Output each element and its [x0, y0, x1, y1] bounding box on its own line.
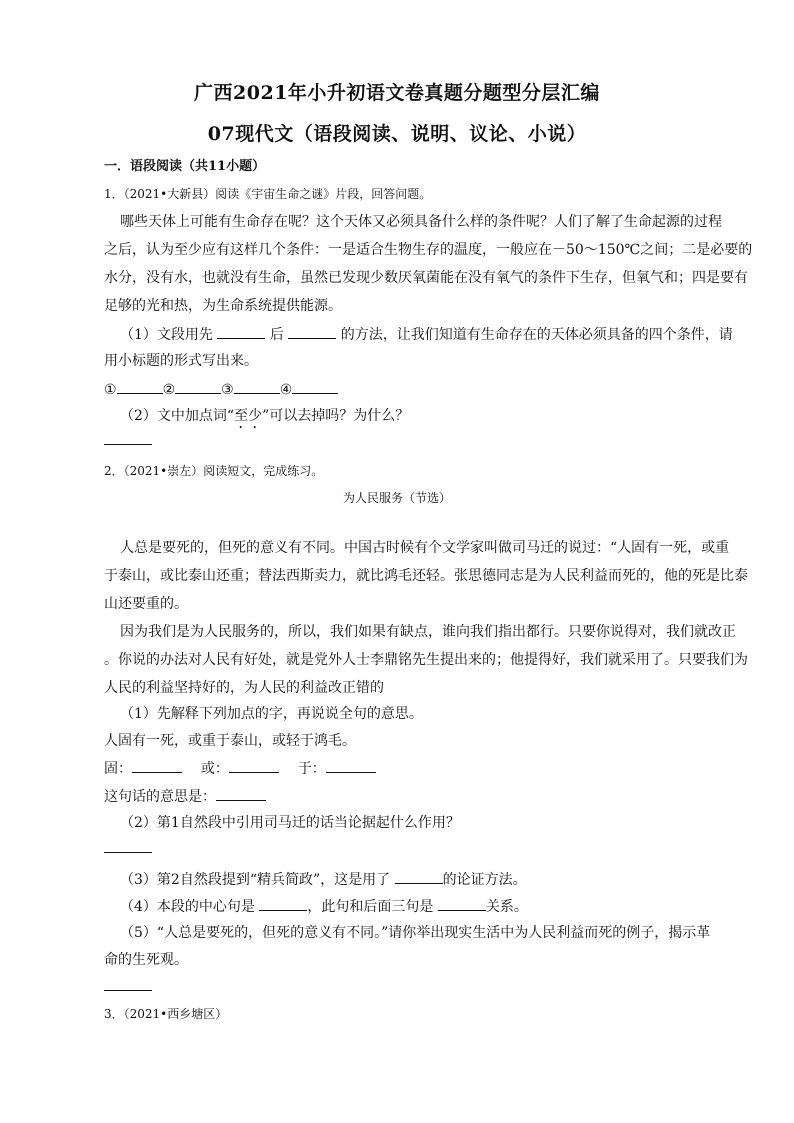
q1-sub2-text: （2）文中加点词“	[120, 408, 235, 424]
q1-paragraph-line: 之后，认为至少应有这样几个条件：一是适合生物生存的温度，一般应在－50～150℃之间；二是必要的	[104, 242, 753, 258]
meaning-label: 这句话的意思是：	[104, 789, 216, 805]
circled-number: ④	[279, 382, 293, 398]
circled-number: ②	[162, 382, 176, 398]
answer-blank[interactable]	[288, 324, 336, 339]
q1-subquestion-1-line2: 用小标题的形式写出来。	[104, 353, 258, 369]
q2-answer-line	[104, 838, 152, 859]
passage-title: 为人民服务（节选）	[342, 491, 451, 505]
q2-paragraph-line: 人民的利益坚持好的，为人民的利益改正错的	[104, 680, 384, 696]
question-3-intro: 3．（2021•西乡塘区）	[104, 1007, 228, 1021]
q2-subquestion-4	[120, 896, 528, 917]
circled-number: ③	[221, 382, 234, 398]
q2-meaning-row	[104, 786, 266, 807]
q1-sub2-text: ”可以去掉吗？为什么？	[262, 408, 410, 424]
q1-paragraph-line: 哪些天体上可能有生命存在呢？这个天体又必须具备什么样的条件呢？人们了解了生命起源的过程	[120, 214, 722, 230]
q2-paragraph-line: 。你说的办法对人民有好处，就是党外人士李鼎铭先生提出来的；他提得好，我们就采用了。只要我们为	[104, 652, 748, 668]
q1-subquestion-1	[120, 324, 733, 345]
answer-blank[interactable]	[229, 758, 279, 773]
q2-subquestion-5-line2: 命的生死观。	[104, 952, 188, 968]
q2-sub3-text: （3）第2自然段提到“精兵简政”，这是用了	[120, 872, 391, 888]
q2-word-blanks	[104, 758, 376, 779]
answer-blank[interactable]	[234, 379, 280, 394]
q2-subquestion-5: （5）“人总是要死的，但死的意义有不同。”请你举出现实生活中为人民利益而死的例子，揭示革	[120, 925, 711, 941]
document-title: 广西2021年小升初语文卷真题分题型分层汇编	[194, 82, 600, 104]
answer-blank[interactable]	[104, 838, 152, 853]
q2-subquestion-2: （2）第1自然段中引用司马迁的话当论据起什么作用？	[120, 815, 460, 831]
q2-subquestion-1: （1）先解释下列加点的字，再说说全句的意思。	[120, 706, 423, 722]
circled-number: ①	[104, 382, 117, 398]
q1-paragraph-line: 水分，没有水，也就没有生命，虽然已发现少数厌氧菌能在没有氧气的条件下生存，但氧气和；四是要有	[104, 270, 748, 286]
answer-blank[interactable]	[104, 976, 152, 991]
q2-quote: 人固有一死，或重于泰山，或轻于鸿毛。	[104, 733, 356, 749]
answer-blank[interactable]	[438, 896, 486, 911]
q2-paragraph-line: 人总是要死的，但死的意义有不同。中国古时候有个文学家叫做司马迁的说过：“人固有一死，或重	[120, 540, 730, 556]
q2-sub4-text: （4）本段的中心句是	[120, 899, 255, 915]
question-1-intro: 1．（2021•大新县）阅读《宇宙生命之谜》片段，回答问题。	[104, 187, 432, 201]
q2-sub4-text: ，此句和后面三句是	[307, 899, 434, 915]
question-2-intro: 2．（2021•崇左）阅读短文，完成练习。	[104, 464, 324, 478]
answer-blank[interactable]	[216, 786, 266, 801]
document-subtitle: 07现代文（语段阅读、说明、议论、小说）	[207, 123, 587, 145]
q2-answer-line	[104, 976, 152, 997]
q2-paragraph-line: 山还要重的。	[104, 596, 188, 612]
q1-sub1-text: 后	[269, 327, 284, 343]
q2-subquestion-3	[120, 869, 527, 890]
q2-sub4-text: 关系。	[485, 899, 528, 915]
word-label: 固：	[104, 761, 132, 777]
answer-blank[interactable]	[395, 869, 443, 884]
section-heading: 一．语段阅读（共11小题）	[104, 159, 266, 174]
answer-blank[interactable]	[175, 379, 221, 394]
answer-blank[interactable]	[132, 758, 182, 773]
q1-sub1-text: 的方法，让我们知道有生命存在的天体必须具备的四个条件，请	[340, 327, 733, 343]
answer-blank[interactable]	[217, 324, 265, 339]
answer-blank[interactable]	[326, 758, 376, 773]
q1-sub1-text: （1）文段用先	[120, 327, 213, 343]
answer-blank[interactable]	[259, 896, 307, 911]
q1-answer-row	[104, 379, 338, 400]
answer-blank[interactable]	[292, 379, 338, 394]
answer-blank[interactable]	[104, 430, 152, 445]
answer-blank[interactable]	[117, 379, 163, 394]
q2-paragraph-line: 于泰山，或比泰山还重；替法西斯卖力，就比鸿毛还轻。张思德同志是为人民利益而死的，他的死是比泰	[104, 568, 748, 584]
word-label: 于：	[297, 761, 326, 777]
word-label: 或：	[200, 761, 229, 777]
dotted-word: 至少	[234, 408, 263, 424]
q2-paragraph-line: 因为我们是为人民服务的，所以，我们如果有缺点，谁向我们指出都行。只要你说得对，我们就改正	[120, 624, 736, 640]
q1-paragraph-line: 足够的光和热，为生命系统提供能源。	[104, 298, 342, 314]
q1-answer-line	[104, 430, 152, 451]
q1-subquestion-2	[120, 406, 409, 432]
q2-sub3-text: 的论证方法。	[442, 872, 527, 888]
